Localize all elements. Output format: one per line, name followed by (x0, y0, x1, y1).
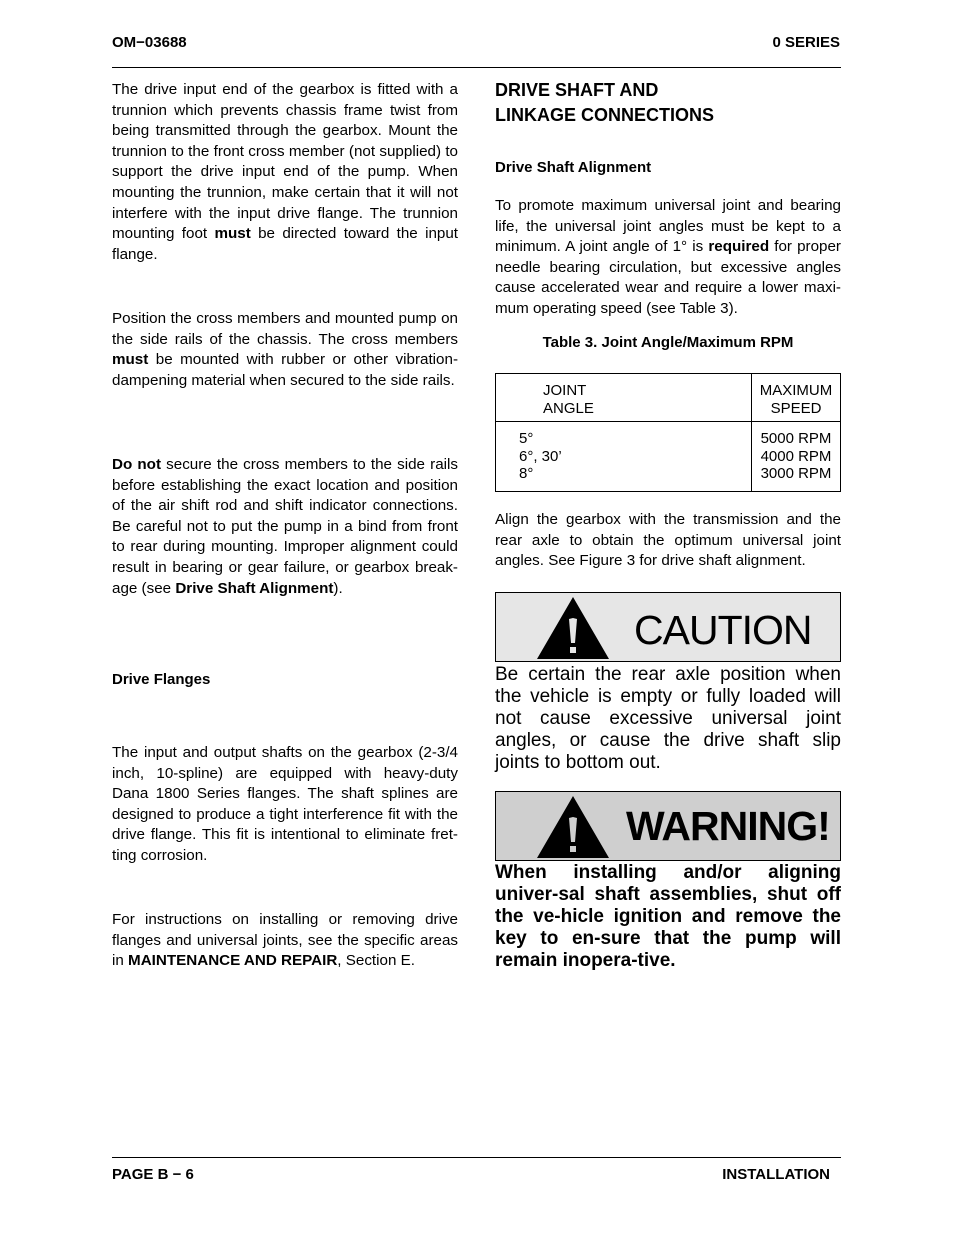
cross-members-paragraph: Position the cross members and mounted pump on the side rails of the chassis. The cross members must be mounted with rubber or other vibration-dampening material when secured to the side rails. (112, 310, 458, 389)
exclamation-triangle-icon (536, 795, 610, 859)
section-name: INSTALLATION (722, 1166, 830, 1183)
joint-angle-table (495, 373, 841, 492)
alignment-subheading: Drive Shaft Alignment (495, 159, 652, 176)
footer-rule (112, 1157, 841, 1158)
warning-label: WARNING! (626, 803, 830, 849)
series-label: 0 SERIES (772, 34, 840, 51)
header-rule (112, 67, 841, 68)
warning-message: When installing and/or aligning univer-sal shaft assemblies, shut off the ve-hicle ignition and remove the key to en-sure that the pump will remain inopera-tive. (495, 862, 841, 971)
warning-box (495, 791, 841, 861)
drive-flanges-paragraph: The input and output shafts on the gearbox (2-3/4 inch, 10-spline) are equipped with heavy-duty Dana 1800 Series flanges. The shaft splines are designed to produce a tight interference fit with the drive flange. This fit is intentional to eliminate fret-ting corrosion. (112, 744, 458, 864)
section-heading: DRIVE SHAFT AND LINKAGE CONNECTIONS (495, 80, 715, 125)
trunnion-paragraph: The drive input end of the gearbox is fitted with a trunnion which prevents chassis frame twist from being transmitted through the gearbox. Mount the trunnion to the front cross member (not supplied) to support the drive input end of the pump. When mounting the trunnion, make certain that it will not interfere with the input drive flange. The trunnion mounting foot must be directed toward the input flange. (112, 81, 459, 263)
drive-flanges-heading: Drive Flanges (112, 671, 211, 688)
exclamation-triangle-icon (536, 596, 610, 660)
caution-box (495, 592, 841, 662)
document-number: OM−03688 (112, 34, 187, 51)
maximum-speed-header: MAXIMUM SPEED (752, 374, 841, 422)
joint-angle-header: JOINT ANGLE (496, 374, 752, 422)
instructions-paragraph: For instructions on installing or removing drive flanges and universal joints, see the specific areas in MAINTENANCE AND REPAIR, Section E. (112, 911, 458, 970)
speed-values: 5000 RPM 4000 RPM 3000 RPM (752, 422, 841, 492)
table-row (496, 422, 841, 492)
angle-values: 5° 6°, 30’ 8° (496, 422, 752, 492)
table-caption: Table 3. Joint Angle/Maximum RPM (542, 334, 794, 351)
caution-label: CAUTION (634, 607, 812, 653)
do-not-paragraph: Do not secure the cross members to the side rails before establishing the exact location and position of the air shift rod and shift indicator connections. Be careful not to put the pump in a bind from front to rear during mounting. Improper alignment could result in bearing or gear failure, or gearbox break-age (see Drive Shaft Alignment). (112, 456, 458, 597)
page-number: PAGE B − 6 (112, 1166, 194, 1183)
align-gearbox-paragraph: Align the gearbox with the transmission and the rear axle to obtain the optimum universal joint angles. See Figure 3 for drive shaft alignment. (495, 511, 841, 570)
caution-message: Be certain the rear axle position when the vehicle is empty or fully loaded will not cause excessive universal joint angles, or cause the drive shaft slip joints to bottom out. (495, 664, 841, 773)
alignment-paragraph: To promote maximum universal joint and bearing life, the universal joint angles must be kept to a minimum. A joint angle of 1° is required for proper needle bearing circulation, but excessive angles cause accelerated wear and require a lower maxi-mum operating speed (see Table 3). (495, 197, 841, 317)
table-header-row (496, 374, 841, 422)
